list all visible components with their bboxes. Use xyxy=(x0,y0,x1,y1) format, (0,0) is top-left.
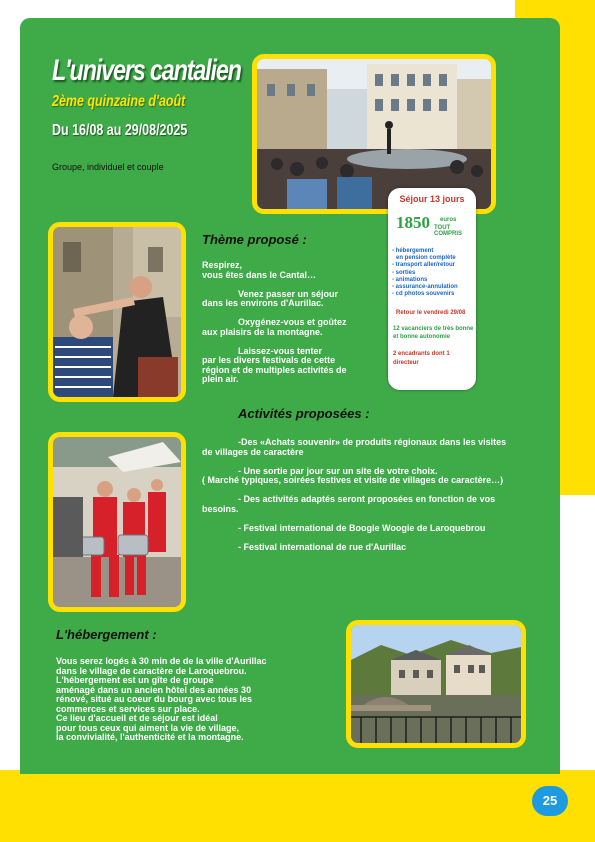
pricing-card xyxy=(388,188,476,390)
yellow-footer-band xyxy=(0,770,595,842)
street-performer-photo xyxy=(48,222,186,402)
activity-item: - Festival international de rue d'Aurillac xyxy=(238,541,407,552)
stay-dates: Du 16/08 au 29/08/2025 xyxy=(52,122,188,139)
hebergement-heading: L'hébergement : xyxy=(56,627,157,642)
drummers-parade-photo xyxy=(48,432,186,612)
card-price-unit: euros xyxy=(440,217,457,223)
audience-text: Groupe, individuel et couple xyxy=(52,162,164,172)
theme-heading: Thème proposé : xyxy=(202,232,307,247)
activity-item: - Festival international de Boogie Woogie de Laroquebrou xyxy=(238,522,486,533)
card-supervisors: 2 encadrants dont 1 directeur xyxy=(393,351,450,366)
theme-text xyxy=(202,261,382,394)
card-inclusion-item: - sorties xyxy=(392,269,416,276)
card-inclusion-item: - assurance-annulation xyxy=(392,284,458,291)
card-vacationers: 12 vacanciers de très bonne et bonne autonomie xyxy=(393,326,474,340)
activities-heading: Activités proposées : xyxy=(238,406,370,421)
village-bridge-photo xyxy=(346,620,526,748)
activity-item: - Une sortie par jour sur un site de votre choix. ( Marché typiques, soirées festives et visite de villages de caractère…) xyxy=(202,465,504,485)
activity-item: - Des activités adaptés seront proposées en fonction de vos besoins. xyxy=(202,494,496,514)
theme-paragraph: Laissez-vous tenter par les divers festivals de cette région et de multiples activités de plein air. xyxy=(202,345,347,384)
card-price-note: TOUT COMPRIS xyxy=(434,225,463,237)
card-inclusion-item: - transport aller/retour xyxy=(392,262,456,269)
card-inclusion-item: - cd photos souvenirs xyxy=(392,291,455,298)
hebergement-text: Vous serez logés à 30 min de de la ville d'Aurillac dans le village de caractère de Laroquebrou. L'hébergement est un gîte de groupe aménagé dans un ancien hôtel des années 30 rénové, situé au coeur du bourg avec tous les commerces et services sur place. Ce lieu d'accueil et de séjour est idéal pour tous ceux qui aiment la vie de village, la convivialité, l'authenticité et la montagne. xyxy=(56,656,267,742)
activities-text xyxy=(202,438,508,562)
theme-paragraph: Oxygénez-vous et goûtez aux plaisirs de la montagne. xyxy=(202,317,347,337)
page-subtitle: 2ème quinzaine d'août xyxy=(52,93,186,110)
card-inclusions xyxy=(392,248,476,298)
page-number-badge: 25 xyxy=(532,786,568,816)
card-inclusion-item: - animations xyxy=(392,276,428,283)
card-return-date: Retour le vendredi 29/08 xyxy=(396,310,466,316)
activity-item: -Des «Achats souvenir» de produits régionaux dans les visites de villages de caractère xyxy=(202,437,507,457)
card-inclusion-item: - hébergement xyxy=(392,248,434,254)
page-title: L'univers cantalien xyxy=(52,54,241,87)
theme-paragraph: Respirez, vous êtes dans le Cantal… xyxy=(202,260,317,280)
theme-paragraph: Venez passer un séjour dans les environs d'Aurillac. xyxy=(202,288,339,308)
card-inclusion-item: en pension complète xyxy=(396,255,456,262)
card-title: Séjour 13 jours xyxy=(399,194,465,204)
card-price: 1850 xyxy=(396,213,430,232)
